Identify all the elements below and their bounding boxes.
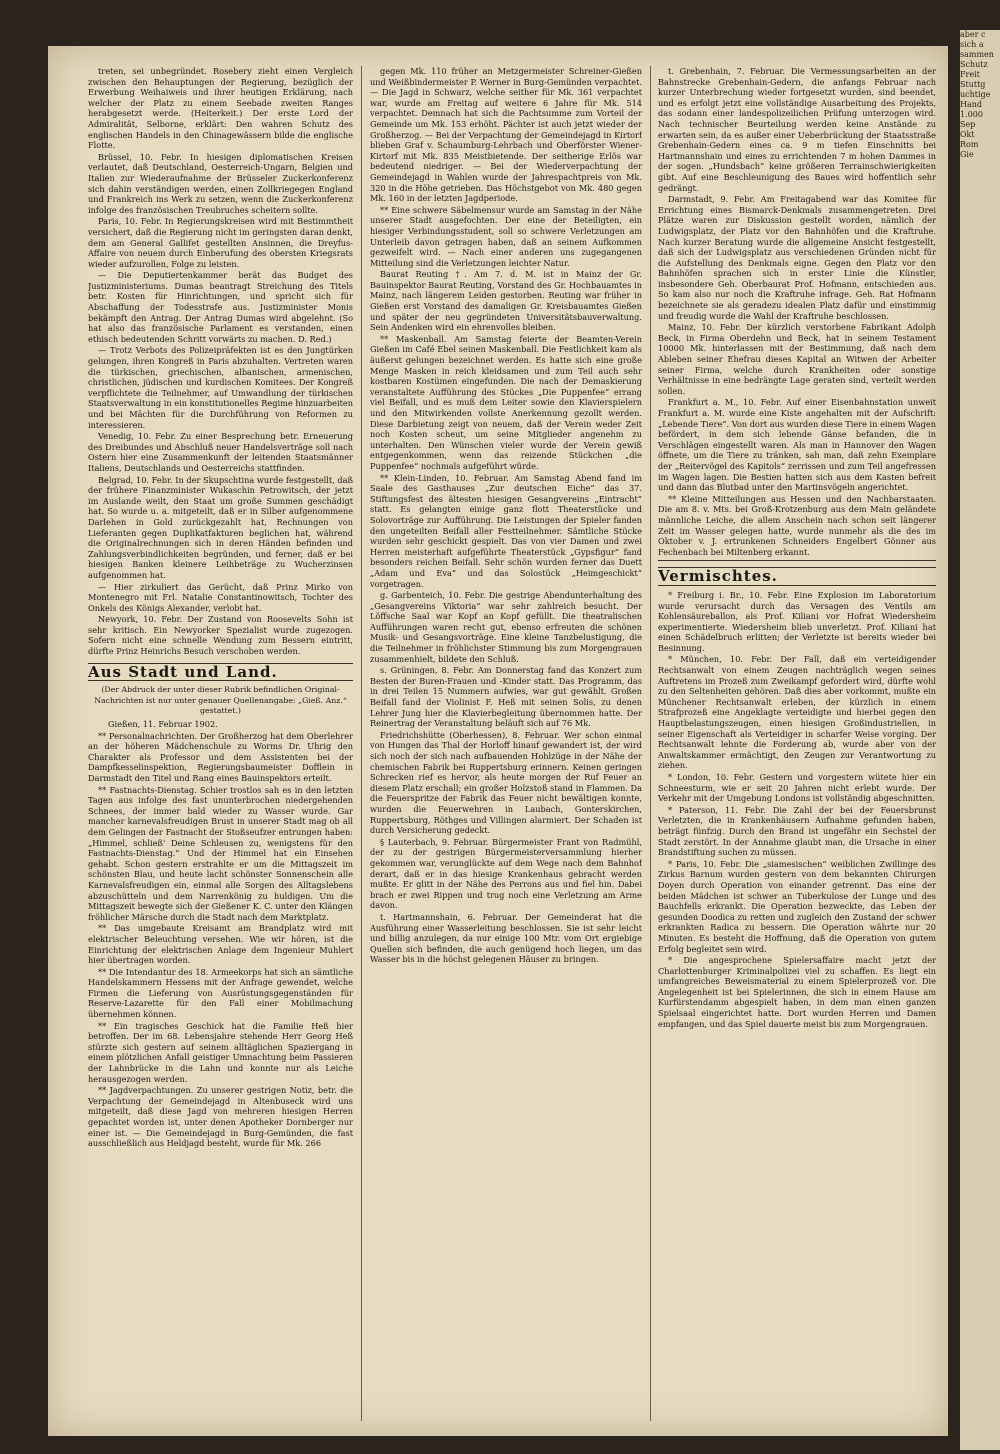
- strip-line: 1.000: [960, 110, 983, 119]
- section-heading-stadt-und-land: Aus Stadt und Land.: [88, 663, 353, 682]
- strip-line: Stuttg: [960, 80, 986, 89]
- adjacent-page-strip: [960, 30, 1000, 1450]
- article: ** Personalnachrichten. Der Großherzog hat dem Oberlehrer an der höheren Mädchenschule zu Worms Dr. Uhrig den Charakter als Professor und dem Assistenten bei der Dampfkesselinspektion, Regierungsbaumeister Dofflein in Darmstadt den Titel und Rang eines Bauinspektors erteilt.: [88, 730, 353, 783]
- strip-line: Schutz: [960, 60, 988, 69]
- article: * Freiburg i. Br., 10. Febr. Eine Explosion im Laboratorium wurde verursacht durch das Versagen des Ventils am Kohlensäureballon, als Prof. Kiliani vor Hofrat Wiedersheim experimentierte. Wiedersheim blieb unverletzt. Prof. Kiliani hat einen Schädelbruch erlitten; der Verletzte ist bereits wieder bei Besinnung.: [658, 589, 936, 653]
- article: § Lauterbach, 9. Februar. Bürgermeister Frant von Radmühl, der zu der gestrigen Bürgermeisterversammlung hierher gekommen war, verunglückte auf dem Wege nach dem Bahnhof derart, daß er in das hiesige Krankenhaus gebracht werden mußte. Er glitt in der Nähe des Perrons aus und fiel hin. Dabei brach er zwei Rippen und trug noch eine Verletzung am Arme davon.: [370, 836, 642, 911]
- article: ** Klein-Linden, 10. Februar. Am Samstag Abend fand im Saale des Gasthauses „Zur deutschen Eiche“ das 37. Stiftungsfest des ältesten hiesigen Gesangvereins „Eintracht“ statt. Es gelangten einige ganz flott Theaterstücke und Solovorträge zur Aufführung. Die Leistungen der Spieler fanden den ungeteilten Beifall aller Festteilnehmer. Sämtliche Stücke wurden sehr geschickt gespielt. Das von vier Damen und zwei Herren meisterhaft aufgeführte Theaterstück „Gypsfigur“ fand besonders reichen Beifall. Sehr schön wurden ferner das Duett „Adam und Eva“ und das Solostück „Heimgeschickt“ vorgetragen.: [370, 472, 642, 589]
- column-3: [658, 66, 936, 1426]
- article: * London, 10. Febr. Gestern und vorgestern wütete hier ein Schneesturm, wie er seit 20 Jahren nicht erlebt wurde. Der Verkehr mit der Umgebung Londons ist vollständig abgeschnitten.: [658, 772, 936, 804]
- article: — Trotz Verbots des Polizeipräfekten ist es den Jungtürken gelungen, ihren Kongreß in Paris abzuhalten. Vertreten waren die türkischen, griechischen, albanischen, armenischen, christlichen, jüdischen und kurdischen Komitees. Der Kongreß verpflichtete die Teilnehmer, auf Umwandlung der türkischen Staatsverwaltung in ein konstitutionelles Regime hinzuarbeiten und bei Mächten für die Durchführung von Reformen zu interessieren.: [88, 345, 353, 430]
- section-heading-vermischtes: Vermischtes.: [658, 567, 936, 586]
- dateline: Gießen, 11. Februar 1902.: [108, 719, 218, 730]
- strip-line: Rom: [960, 140, 979, 149]
- strip-line: Hand: [960, 100, 983, 109]
- strip-line: Freit: [960, 70, 980, 79]
- strip-line: sich a: [960, 40, 984, 49]
- article: Baurat Reuting †. Am 7. d. M. ist in Mainz der Gr. Bauinspektor Baurat Reuting, Vorstand des Gr. Hochbauamtes in Mainz, nach längerem Leiden gestorben. Reuting war früher in Gießen erst Vorstand des damaligen Gr. Kreisbauamtes Gießen und später der neu gegründeten Universitätsbauverwaltung. Sein Andenken wird ein ehrenvolles bleiben.: [370, 269, 642, 333]
- article: Belgrad, 10. Febr. In der Skupschtina wurde festgestellt, daß der frühere Finanzminister Wukaschin Petrowitsch, der jetzt im Auslande weilt, den Staat um große Summen geschädigt hat. So wurde u. a. mitgeteilt, daß er in Silber aufgenommene Darlehen in Gold zurückgezahlt hat, Rechnungen von Lieferanten gegen Duplikatfakturen beglichen hat, während die Originalrechnungen sich in deren Händen befinden und Zahlungsverbindlichkeiten begründen, und ferner, daß er bei hiesigen Banken kleinere Leihbeträge zu Wucherzinsen aufgenommen hat.: [88, 474, 353, 580]
- column-2: [370, 66, 642, 1426]
- article: ** Die Intendantur des 18. Armeekorps hat sich an sämtliche Handelskammern Hessens mit der Anfrage gewendet, welche Firmen die Lieferung von Ausrüstungsgegenständen für Reserve-Lazarette für den Fall einer Mobilmachung übernehmen können.: [88, 966, 353, 1020]
- column-divider: [361, 66, 362, 1421]
- article: ** Das umgebaute Kreisamt am Brandplatz wird mit elektrischer Beleuchtung versehen. Wie wir hören, ist die Einrichtung der elektrischen Anlage dem Ingenieur Muhlert hier übertragen worden.: [88, 923, 353, 966]
- article: * Die angesprochene Spielersaffaire macht jetzt der Charlottenburger Kriminalpolizei viel zu schaffen. Es liegt ein umfangreiches Beweismaterial zu einem Spielerprozeß vor. Die Angelegenheit ist bei Spielerinnen, die sich in einem Hause am Kurfürstendamm abgespielt haben, in dem man einen ganzen Spielsaal eingerichtet hatte. Dort wurden Herren und Damen empfangen, und das Spiel dauerte meist bis zum Morgengrauen.: [658, 955, 936, 1029]
- article: t. Grebenhain, 7. Februar. Die Vermessungsarbeiten an der Bahnstrecke Grebenhain-Gedern, die anfangs Februar nach kurzer Unterbrechung wieder fortgesetzt wurden, sind beendet, und es erfolgt jetzt eine vollständige Ausarbeitung des Projekts, das sodann einer landespolizeilichen Prüfung unterzogen wird. Nach technischer Beurteilung werden keine Anstände zu erwarten sein, da es außer einer Ueberbrückung der Staatsstraße Grebenhain-Gedern eines ca. 9 m tiefen Einschnitts bei Hartmannshain und eines zu errichtenden 7 m hohen Dammes in der sogen. „Hundsbach“ keine größeren Terrainschwierigkeiten gibt. Auf eine Beschleunigung des Baues wird hoffentlich sehr gedrängt.: [658, 66, 936, 193]
- strip-line: Gie: [960, 150, 974, 159]
- article: Friedrichshütte (Oberhessen), 8. Februar. Wer schon einmal von Hungen das Thal der Horloff hinauf gewandert ist, der wird sich noch der sich nach aufbauenden Hohlzüge in der Nähe der chemischen Fabrik bei Ruppertsburg erinnern. Keinen geringen Schrecken rief es hervor, als heute morgen der Ruf Feuer an diesem Platz erschall; ein großer Holzstoß stand in Flammen. Da die Feuerspritze der Fabrik das Feuer nicht bewältigen konnte, wurden die Feuerwehren in Laubach, Gonterskirchen, Ruppertsburg, Röthges und Villingen alarmiert. Der Schaden ist durch Versicherung gedeckt.: [370, 729, 642, 836]
- strip-line: Sep: [960, 120, 976, 129]
- article: ** Eine schwere Säbelmensur wurde am Samstag in der Nähe unserer Stadt ausgefochten. Der eine der Beteiligten, ein hiesiger Verbindungsstudent, soll so schwere Verletzungen am Unterleib davon getragen haben, daß an seinem Aufkommen gezweifelt wird. — Nach einer anderen uns zugegangenen Mitteilung sind die Verletzungen leichter Natur.: [370, 204, 642, 268]
- article: Mainz, 10. Febr. Der kürzlich verstorbene Fabrikant Adolph Beck, in Firma Oberdehn und Beck, hat in seinem Testament 10000 Mk. hinterlassen mit der Bestimmung, daß nach dem Ableben seiner Ehefrau dieses Kapital an Witwen der Arbeiter seiner Firma, welche durch Krankheiten oder sonstige Verhältnisse in eine bedrängte Lage geraten sind, verteilt werden sollen.: [658, 322, 936, 396]
- article: * München, 10. Febr. Der Fall, daß ein verteidigender Rechtsanwalt von einem Zeugen nachträglich wegen seines Auftretens im Prozeß zum Zweikampf gefordert wird, dürfte wohl zu den Seltenheiten gehören. Daß dies aber vorkommt, mußte ein Münchener Rechtsanwalt erleben, der kürzlich in einem Strafprozeß eine Angeklagte verteidigte und hierbei gegen den Hauptbelastungszeugen, einen hiesigen Großindustriellen, in seiner Eigenschaft als Verteidiger in scharfer Weise vorging. Der Rechtsanwalt lehnte die Forderung ab, wurde aber von der Anwaltskammer ermächtigt, den Zeugen zur Verantwortung zu ziehen.: [658, 654, 936, 771]
- article: ** Ein tragisches Geschick hat die Familie Heß hier betroffen. Der im 68. Lebensjahre stehende Herr Georg Heß stürzte sich gestern auf seinem alltäglichen Spaziergang in einem plötzlichen Anfall geistiger Umnachtung beim Passieren der Lahnbrücke in die Lahn und konnte nur als Leiche herausgezogen werden.: [88, 1020, 353, 1084]
- article: * Paterson, 11. Febr. Die Zahl der bei der Feuersbrunst Verletzten, die in Krankenhäusern Aufnahme gefunden haben, beträgt fünfzig. Durch den Brand ist ungefähr ein Sechstel der Stadt zerstört. In der Annahme glaubt man, die Ursache in einer Brandstiftung suchen zu müssen.: [658, 804, 936, 858]
- article: Paris, 10. Febr. In Regierungskreisen wird mit Bestimmtheit versichert, daß die Regierung nicht im geringsten daran denkt, dem am General Gallifet gestellten Ansinnen, die Dreyfus-Affaire von neuem durch Einberufung des obersten Kriegsrats wieder aufzurollen, Folge zu leisten.: [88, 216, 353, 269]
- article: Brüssel, 10. Febr. In hiesigen diplomatischen Kreisen verlautet, daß Deutschland, Oesterreich-Ungarn, Belgien und Italien zur Wiederaufnahme der Brüsseler Zuckerkonferenz sich dahin verständigen werden, einen Zollkriegegen England und Frankreich ins Werk zu setzen, wenn die Zuckerkonferenz infolge des französischen Treubruches scheitern sollte.: [88, 151, 353, 215]
- section-rule: [658, 560, 936, 561]
- article: ** Kleine Mitteilungen aus Hessen und den Nachbarstaaten. Die am 8. v. Mts. bei Groß-Krotzenburg aus dem Main geländete männliche Leiche, die allem Anschein nach schon seit längerer Zeit im Wasser gelegen hatte, wurde nunmehr als die des im Oktober v. J. ertrunkenen Schneiders Engelbert Gönner aus Fechenbach bei Miltenberg erkannt.: [658, 493, 936, 557]
- reprint-note: (Der Abdruck der unter dieser Rubrik befindlichen Original-Nachrichten ist nur unter genauer Quellenangabe: „Gieß. Anz.“ gestattet.): [94, 685, 347, 716]
- strip-line: sammen: [960, 50, 994, 59]
- article: g. Garbenteich, 10. Febr. Die gestrige Abendunterhaltung des „Gesangvereins Viktoria“ war sehr zahlreich besucht. Der Löffsche Saal war Kopf an Kopf gefüllt. Die theatralischen Aufführungen waren recht gut, ebenso erfreuten die schönen Musik- und Gesangsvorträge. Eine kleine Tanzbelustigung, die die Teilnehmer in fröhlichster Stimmung bis zum Morgengrauen zusammenhielt, bildete den Schluß.: [370, 590, 642, 664]
- newspaper-page: [48, 46, 948, 1436]
- strip-line: aber c: [960, 30, 986, 39]
- article: — Hier zirkuliert das Gerücht, daß Prinz Mirko von Montenegro mit Frl. Natalie Constantinowitsch, Tochter des Onkels des Königs Alexander, verlobt hat.: [88, 581, 353, 613]
- strip-line: Okt: [960, 130, 975, 139]
- column-1: [88, 66, 353, 1426]
- article: t. Hartmannshain, 6. Februar. Der Gemeinderat hat die Ausführung einer Wasserleitung beschlossen. Sie ist sehr leicht und billig anzulegen, da nur einige 100 Mtr. vom Ort ergiebige Quellen sich befinden, die auch genügend hoch liegen, um das Wasser bis in die höchst gelegenen Häuser zu bringen.: [370, 911, 642, 965]
- article: Newyork, 10. Febr. Der Zustand von Roosevelts Sohn ist sehr kritisch. Ein Newyorker Spezialist wurde zugezogen. Sofern nicht eine schnelle Wendung zum Bessern eintritt, dürfte Prinz Heinrichs Besuch verschoben werden.: [88, 614, 353, 657]
- article: s. Grüningen, 8. Febr. Am Donnerstag fand das Konzert zum Besten der Buren-Frauen und -Kinder statt. Das Programm, das in drei Teilen 15 Nummern aufwies, war gut gewählt. Großen Beifall fand der Violinist F. Heß mit seinen Solis, zu denen Lehrer Jung hier die Klavierbegleitung übernommen hatte. Der Reinertrag der Veranstaltung beläuft sich auf 76 Mk.: [370, 665, 642, 729]
- article: Venedig, 10. Febr. Zu einer Besprechung betr. Erneuerung des Dreibundes und Abschluß neuer Handelsverträge soll nach Ostern hier eine Zusammenkunft der leitenden Staatsmänner Italiens, Deutschlands und Oesterreichs stattfinden.: [88, 431, 353, 473]
- article: * Paris, 10. Febr. Die „siamesischen“ weiblichen Zwillinge des Zirkus Barnum wurden gestern von dem bekannten Chirurgen Doyen durch Operation von einander getrennt. Das eine der beiden Mädchen ist schwer an Tuberkulose der Lunge und des Bauchfells erkrankt. Die Operation bezweckte, das Leben der gesunden Doodica zu retten und zugleich den Zustand der schwer erkrankten Radica zu bessern. Die Operation währte nur 20 Minuten. Es besteht die Hoffnung, daß die Operation von gutem Erfolg begleitet sein wird.: [658, 858, 936, 954]
- article: treten, sei unbegründet. Rosebery zieht einen Vergleich zwischen den Behauptungen der Regierung, bezüglich der Erwerbung Weihaiweis und ihrer heutigen Erklärung, nach welcher der Platz zu einem Seebade zweiten Ranges herabgesetzt werde. (Heiterkeit.) Der erste Lord der Admiralität, Selborne, erklärt: Den wahren Schutz des englischen Handels in den Chinagewässern bilde die englische Flotte.: [88, 66, 353, 151]
- article: Frankfurt a. M., 10. Febr. Auf einer Eisenbahnstation unweit Frankfurt a. M. wurde eine Kiste angehalten mit der Aufschrift: „Lebende Tiere“. Von dort aus wurden diese Tiere in einem Wagen befördert, in dem sich lebende Gänse befanden, die in Verschlägen eingestellt waren. Als man in Hannover den Wagen öffnete, um die Tiere zu tränken, sah man, daß zehn Exemplare der „Reitervögel des Kapitols“ zerrissen und zum Teil angefressen im Wagen lagen. Die Bestien hatten sich aus dem Kasten befreit und dann das Blutbad unter den Martinsvögeln angerichtet.: [658, 397, 936, 493]
- article: Darmstadt, 9. Febr. Am Freitagabend war das Komitee für Errichtung eines Bismarck-Denkmals zusammengetreten. Drei Plätze waren zur Diskussion gestellt worden, nämlich der Ludwigsplatz, der Platz vor den Bahnhöfen und die Kraftruhe. Nach kurzer Beratung wurde die allgemeine Ansicht festgestellt, daß sich der Ludwigsplatz aus verschiedenen Gründen nicht für die Aufstellung des Denkmals eigne. Gegen den Platz vor den Bahnhöfen sprachen sich in erster Linie die Künstler, insbesondere Geh. Oberbaurat Prof. Hofmann, entschieden aus. So kam also nur noch die Kraftruhe infrage. Geh. Rat Hofmann bezeichnete sie als geradezu idealen Platz dafür und einstimmig und freudig wurde die Wahl der Kraftruhe beschlossen.: [658, 194, 936, 321]
- article: gegen Mk. 110 früher an Metzgermeister Schreiner-Gießen und Weißbindermeister P. Werner in Burg-Gemünden verpachtet. — Die Jagd in Schwarz, welche seither für Mk. 361 verpachtet war, wurde am Freitag auf weitere 6 Jahre für Mk. 514 verpachtet. Demnach hat sich die Pachtsumme zum Vorteil der Gemeinde um Mk. 153 erhöht. Pächter ist auch jetzt wieder der Großherzog. — Bei der Verpachtung der Gemeindejagd in Kirtorf blieben Graf v. Schaumburg-Lehrbach und Oberförster Wiener-Kirtorf mit Mk. 835 Meistbietende. Der seitherige Erlös war bedeutend niedriger. — Bei der Wiederverpachtung der Gemeindejagd in Wahlen wurde der Jahrespachtpreis von Mk. 320 in die Höhe getrieben. Das Höchstgebot von Mk. 480 gegen Mk. 160 in der letzten Jagdperiode.: [370, 66, 642, 204]
- column-divider: [650, 66, 651, 1421]
- article: ** Maskenball. Am Samstag feierte der Beamten-Verein Gießen im Café Ebel seinen Maskenball. Die Festlichkeit kam als äußerst gelungen bezeichnet werden. Es hatte sich eine große Menge Masken in reich kleidsamen und zum Teil auch sehr kostbaren Kostümen eingefunden. Die nach der Demaskierung veranstaltete Aufführung des Stückes „Die Puppenfee“ errang viel Beifall, und es muß dem Leiter sowie den Klavierspielern und den Mitwirkenden vollste Anerkennung gezollt werden. Diese Darbietung zeigt von neuem, daß der Verein weder Zeit noch Kosten scheut, um seine Mitglieder angenehm zu unterhalten. Den Wünschen vieler wurde der Verein gewiß entgegenkommen, wenn das reizende Stückchen „die Puppenfee“ nochmals aufgeführt würde.: [370, 333, 642, 471]
- article: ** Jagdverpachtungen. Zu unserer gestrigen Notiz, betr. die Verpachtung der Gemeindejagd in Altenbuseck wird uns mitgeteilt, daß diese Jagd von mehreren hiesigen Herren gepachtet worden ist, unter denen Apotheker Dornberger nur einer ist. — Die Gemeindejagd in Burg-Gemünden, die fast ausschließlich aus Heldjagd besteht, wurde für Mk. 266: [88, 1085, 353, 1149]
- article: ** Fastnachts-Dienstag. Schier trostlos sah es in den letzten Tagen aus infolge des fast ununterbrochen niedergehenden Schnees, der immer bald wieder zu Wasser wurde. Gar mancher karnevalsfreudigen Brust in unserer Stadt mag ob all dem Gelingen der Fastnacht der Stoßseufzer entrungen haben: „Himmel, schließ' Deine Schleusen zu, wenigstens für den Fastnachts-Dienstag.“ Und der Himmel hat ein Einsehen gehabt. Schon gestern erstrahlte er um die Mittagszeit im schönsten Blau, und heute lacht schönster Sonnenschein alle Karnevalsfreudigen ein, einmal alle Sorgen des Alltagslebens abzuschütteln und dem Narrenkönig zu huldigen. Um die Mittagszeit bewegte sich der Gießener K. C. unter den Klängen fröhlicher Märsche durch die Stadt nach dem Marktplatz.: [88, 784, 353, 922]
- strip-line: uchtige: [960, 90, 991, 99]
- article: — Die Deputiertenkammer berät das Budget des Justizministeriums. Dumas beantragt Streichung des Titels betr. Kosten für Hinrichtungen, und spricht sich für Abschaffung der Todesstrafe aus. Justizminister Monis bekämpft den Antrag. Der Antrag Dumas wird abgelehnt. (So hat also das französische Parlament es verstanden, einen ethisch bedeutenden Schritt vorwärts zu machen. D. Red.): [88, 270, 353, 344]
